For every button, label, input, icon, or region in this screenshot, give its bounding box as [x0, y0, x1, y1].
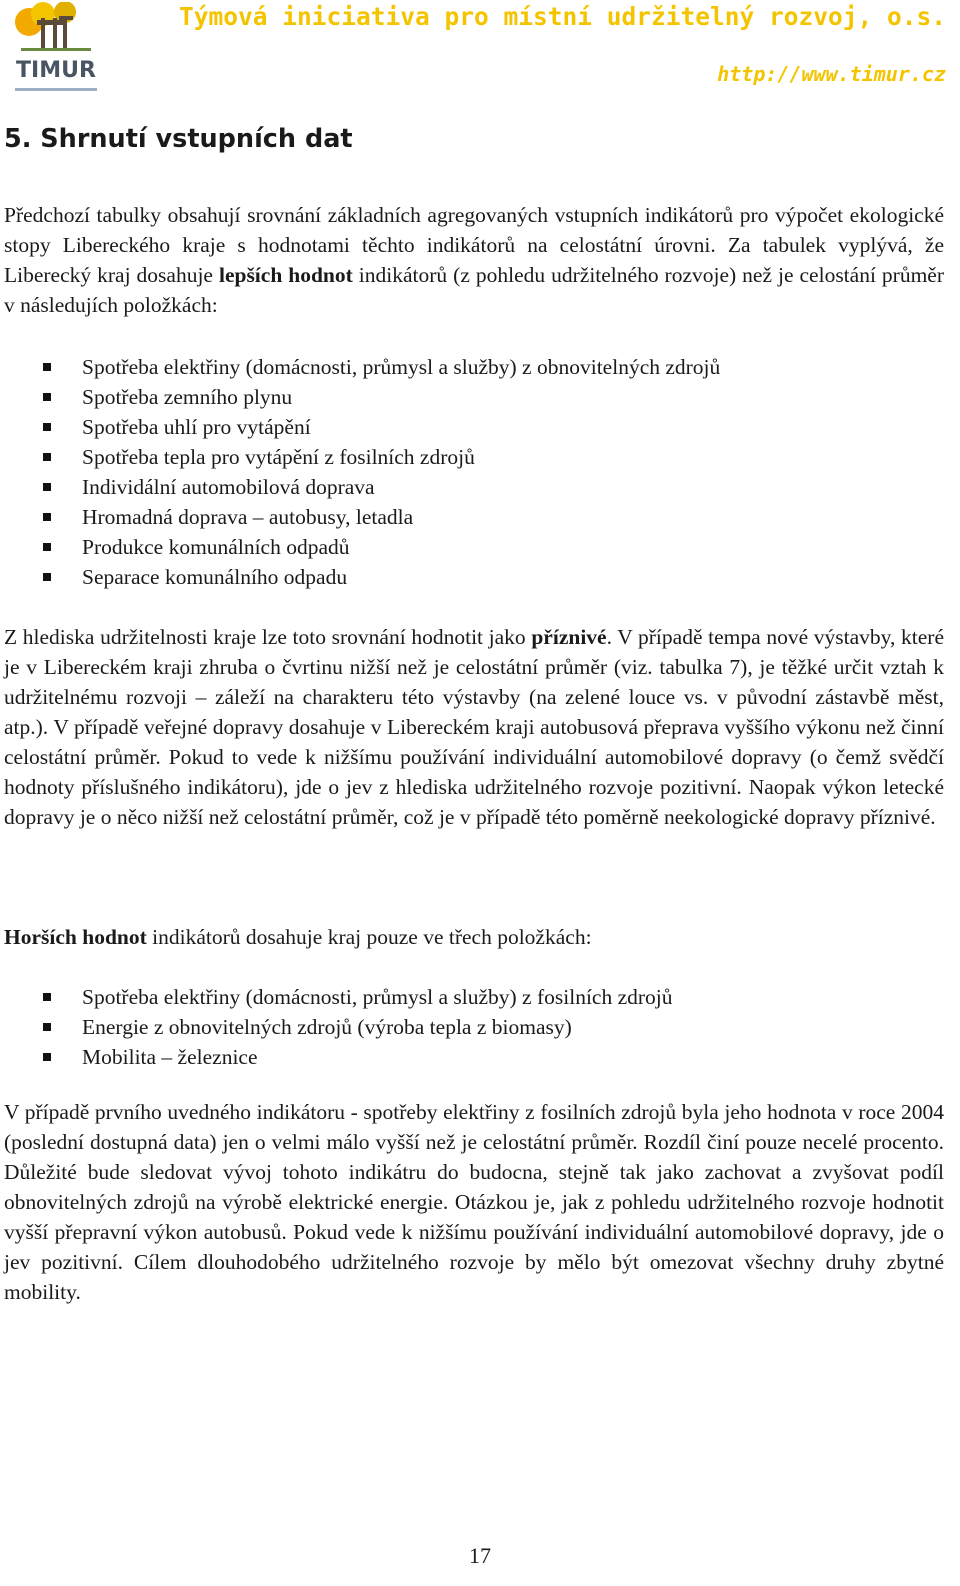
bullet-icon — [43, 573, 51, 581]
paragraph-assessment-text-1: Z hlediska udržitelnosti kraje lze toto srovnání hodnotit jako — [4, 625, 532, 649]
paragraph-worse-values — [4, 922, 944, 952]
list-item — [0, 472, 940, 502]
list-item — [0, 442, 940, 472]
bullet-icon — [43, 1053, 51, 1061]
logo-mark-icon — [13, 2, 99, 58]
organization-url[interactable]: http://www.timur.cz — [717, 62, 946, 86]
paragraph-intro-text-2: indikátorů (z pohledu udržitelného rozvoje) než je celostání průměr v následujích položkách: — [4, 263, 944, 317]
better-values-list — [0, 352, 940, 592]
bullet-icon — [43, 1023, 51, 1031]
list-item-label: Spotřeba zemního plynu — [82, 385, 293, 409]
list-item-label: Spotřeba tepla pro vytápění z fosilních zdrojů — [82, 445, 475, 469]
bullet-icon — [43, 453, 51, 461]
list-item — [0, 352, 940, 382]
bullet-icon — [43, 483, 51, 491]
paragraph-intro — [4, 200, 944, 320]
list-item-label: Produkce komunálních odpadů — [82, 535, 350, 559]
list-item-label: Mobilita – železnice — [82, 1045, 258, 1069]
list-item-label: Spotřeba uhlí pro vytápění — [82, 415, 311, 439]
timur-logo — [13, 2, 99, 94]
paragraph-assessment-bold: příznivé — [531, 625, 607, 649]
list-item — [0, 502, 940, 532]
bullet-icon — [43, 513, 51, 521]
list-item — [0, 412, 940, 442]
logo-underline — [15, 88, 97, 91]
paragraph-assessment — [4, 622, 944, 832]
bullet-icon — [43, 393, 51, 401]
paragraph-assessment-text-2: . V případě tempa nové výstavby, které je v Libereckém kraji zhruba o čvrtinu nižší než je celostátní průměr (viz. tabulka 7), je těžké určit vztah k udržitelnému rozvoji – záleží na charakteru této výstavby (na zelené louce vs. v původní zástavbě měst, atp.). V případě veřejné dopravy dosahuje v Libereckém kraji autobusová přeprava vyššího výkonu než činní celostátní průměr. Pokud to vede k nižšímu používání individuální automobilové dopravy (o čemž svědčí hodnoty příslušného indikátoru), jde o jev z hlediska udržitelného rozvoje pozitivní. Naopak výkon letecké dopravy je o něco nižší než celostátní průměr, což je v případě této poměrně neekologické dopravy příznivé. — [4, 625, 945, 829]
list-item-label: Spotřeba elektřiny (domácnosti, průmysl a služby) z fosilních zdrojů — [82, 985, 673, 1009]
worse-values-list — [0, 982, 940, 1072]
list-item — [0, 982, 940, 1012]
section-heading: 5. Shrnutí vstupních dat — [4, 124, 353, 154]
list-item-label: Spotřeba elektřiny (domácnosti, průmysl a služby) z obnovitelných zdrojů — [82, 355, 721, 379]
list-item-label: Separace komunálního odpadu — [82, 565, 348, 589]
list-item — [0, 382, 940, 412]
bullet-icon — [43, 543, 51, 551]
list-item — [0, 1042, 940, 1072]
list-item-label: Individální automobilová doprava — [82, 475, 375, 499]
bullet-icon — [43, 363, 51, 371]
logo-text: TIMUR — [16, 58, 96, 83]
list-item-label: Hromadná doprava – autobusy, letadla — [82, 505, 414, 529]
list-item — [0, 562, 940, 592]
list-item — [0, 532, 940, 562]
organization-name: Týmová iniciativa pro místní udržitelný rozvoj, o.s. — [178, 2, 946, 31]
paragraph-intro-bold: lepších hodnot — [218, 263, 353, 287]
bullet-icon — [43, 993, 51, 1001]
paragraph-intro-text-1: Předchozí tabulky obsahují srovnání základních agregovaných vstupních indikátorů pro výpočet ekologické stopy Libereckého kraje s hodnotami těchto indikátorů na celostátní úrovni. Za tabulek vyplývá, že Liberecký kraj dosahuje — [4, 203, 944, 287]
paragraph-conclusion: V případě prvního uvedného indikátoru - spotřeby elektřiny z fosilních zdrojů byla jeho hodnota v roce 2004 (poslední dostupná data) jen o velmi málo vyšší než je celostátní průměr. Rozdíl činí pouze necelé procento. Důležité bude sledovat vývoj tohoto indikátru do budocna, stejně tak jako zachovat a zvyšovat podíl obnovitelných zdrojů na výrobě elektrické energie. Otázkou je, jak z pohledu udržitelného rozvoje hodnotit vyšší přepravní výkon autobusů. Pokud vede k nižšímu používání individuální automobilové dopravy, jde o jev pozitivní. Cílem dlouhodobého udržitelného rozvoje by mělo být omezovat všechny druhy zbytné mobility. — [4, 1100, 944, 1304]
list-item-label: Energie z obnovitelných zdrojů (výroba tepla z biomasy) — [82, 1015, 572, 1039]
paragraph-worse-bold: Horších hodnot — [4, 925, 147, 949]
page-number: 17 — [469, 1543, 491, 1568]
list-item — [0, 1012, 940, 1042]
paragraph-worse-text: indikátorů dosahuje kraj pouze ve třech položkách: — [146, 925, 592, 949]
bullet-icon — [43, 423, 51, 431]
